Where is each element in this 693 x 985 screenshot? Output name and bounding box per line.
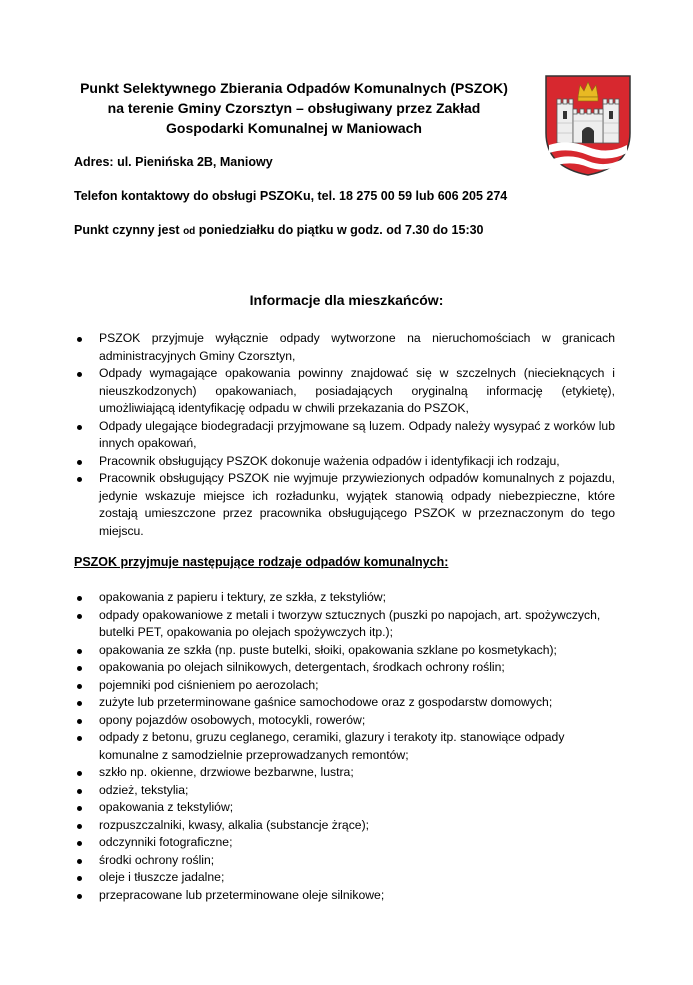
list-item: odpady z betonu, gruzu ceglanego, ceramiki, glazury i terakoty itp. stanowiące odpady komunalne z samodzielnie przeprowadzanych remontów; (74, 729, 615, 764)
list-item: opony pojazdów osobowych, motocykli, rowerów; (74, 712, 615, 730)
list-item: opakowania z papieru i tektury, ze szkła, z tekstyliów; (74, 589, 615, 607)
list-item: środki ochrony roślin; (74, 852, 615, 870)
title-line: Punkt Selektywnego Zbierania Odpadów Komunalnych (PSZOK) (80, 80, 508, 96)
waste-types-heading: PSZOK przyjmuje następujące rodzaje odpadów komunalnych: (74, 555, 449, 569)
list-item: odzież, tekstylia; (74, 782, 615, 800)
address-line: Adres: ul. Pienińska 2B, Maniowy (74, 155, 273, 169)
list-item: Odpady wymagające opakowania powinny znajdować się w szczelnych (niecieknących i nieuszkodzonych) opakowaniach, posiadających oryginalną informację (etykietę), umożliwiającą identyfikację odpadu w chwili przekazania do PSZOK, (74, 365, 615, 418)
list-item: oleje i tłuszcze jadalne; (74, 869, 615, 887)
phone-line: Telefon kontaktowy do obsługi PSZOKu, tel. 18 275 00 59 lub 606 205 274 (74, 189, 508, 203)
hours-text: poniedziałku do piątku w godz. od 7.30 do 15:30 (195, 223, 484, 237)
list-item: opakowania ze szkła (np. puste butelki, słoiki, opakowania szklane po kosmetykach); (74, 642, 615, 660)
opening-hours-line (74, 223, 484, 237)
hours-text: od (183, 226, 196, 237)
hours-text: Punkt czynny jest (74, 223, 184, 237)
coat-of-arms-icon (543, 73, 633, 177)
list-item: pojemniki pod ciśnieniem po aerozolach; (74, 677, 615, 695)
list-item: opakowania po olejach silnikowych, detergentach, środkach ochrony roślin; (74, 659, 615, 677)
list-item: odczynniki fotograficzne; (74, 834, 615, 852)
list-item: PSZOK przyjmuje wyłącznie odpady wytworzone na nieruchomościach w granicach administracyjnych Gminy Czorsztyn, (74, 330, 615, 365)
list-item: szkło np. okienne, drzwiowe bezbarwne, lustra; (74, 764, 615, 782)
document-title (74, 78, 514, 138)
list-item: odpady opakowaniowe z metali i tworzyw sztucznych (puszki po napojach, art. spożywczych, butelki PET, opakowania po olejach spożywczych itp.); (74, 607, 615, 642)
list-item: Odpady ulegające biodegradacji przyjmowane są luzem. Odpady należy wysypać z worków lub innych opakowań, (74, 418, 615, 453)
waste-types-list (74, 589, 615, 904)
title-line: na terenie Gminy Czorsztyn – obsługiwany przez Zakład (107, 100, 481, 116)
info-list (74, 330, 615, 540)
list-item: opakowania z tekstyliów; (74, 799, 615, 817)
list-item: przepracowane lub przeterminowane oleje silnikowe; (74, 887, 615, 905)
list-item: rozpuszczalniki, kwasy, alkalia (substancje żrące); (74, 817, 615, 835)
list-item: Pracownik obsługujący PSZOK nie wyjmuje przywiezionych odpadów komunalnych z pojazdu, jedynie wskazuje miejsce ich rozładunku, wyjątek stanowią odpady niebezpieczne, które zostają umieszczone przez pracownika obsługującego PSZOK w przeznaczonym do tego miejscu. (74, 470, 615, 540)
list-item: zużyte lub przeterminowane gaśnice samochodowe oraz z gospodarstw domowych; (74, 694, 615, 712)
title-line: Gospodarki Komunalnej w Maniowach (166, 120, 422, 136)
info-heading: Informacje dla mieszkańców: (249, 292, 444, 308)
list-item: Pracownik obsługujący PSZOK dokonuje ważenia odpadów i identyfikacji ich rodzaju, (74, 453, 615, 471)
